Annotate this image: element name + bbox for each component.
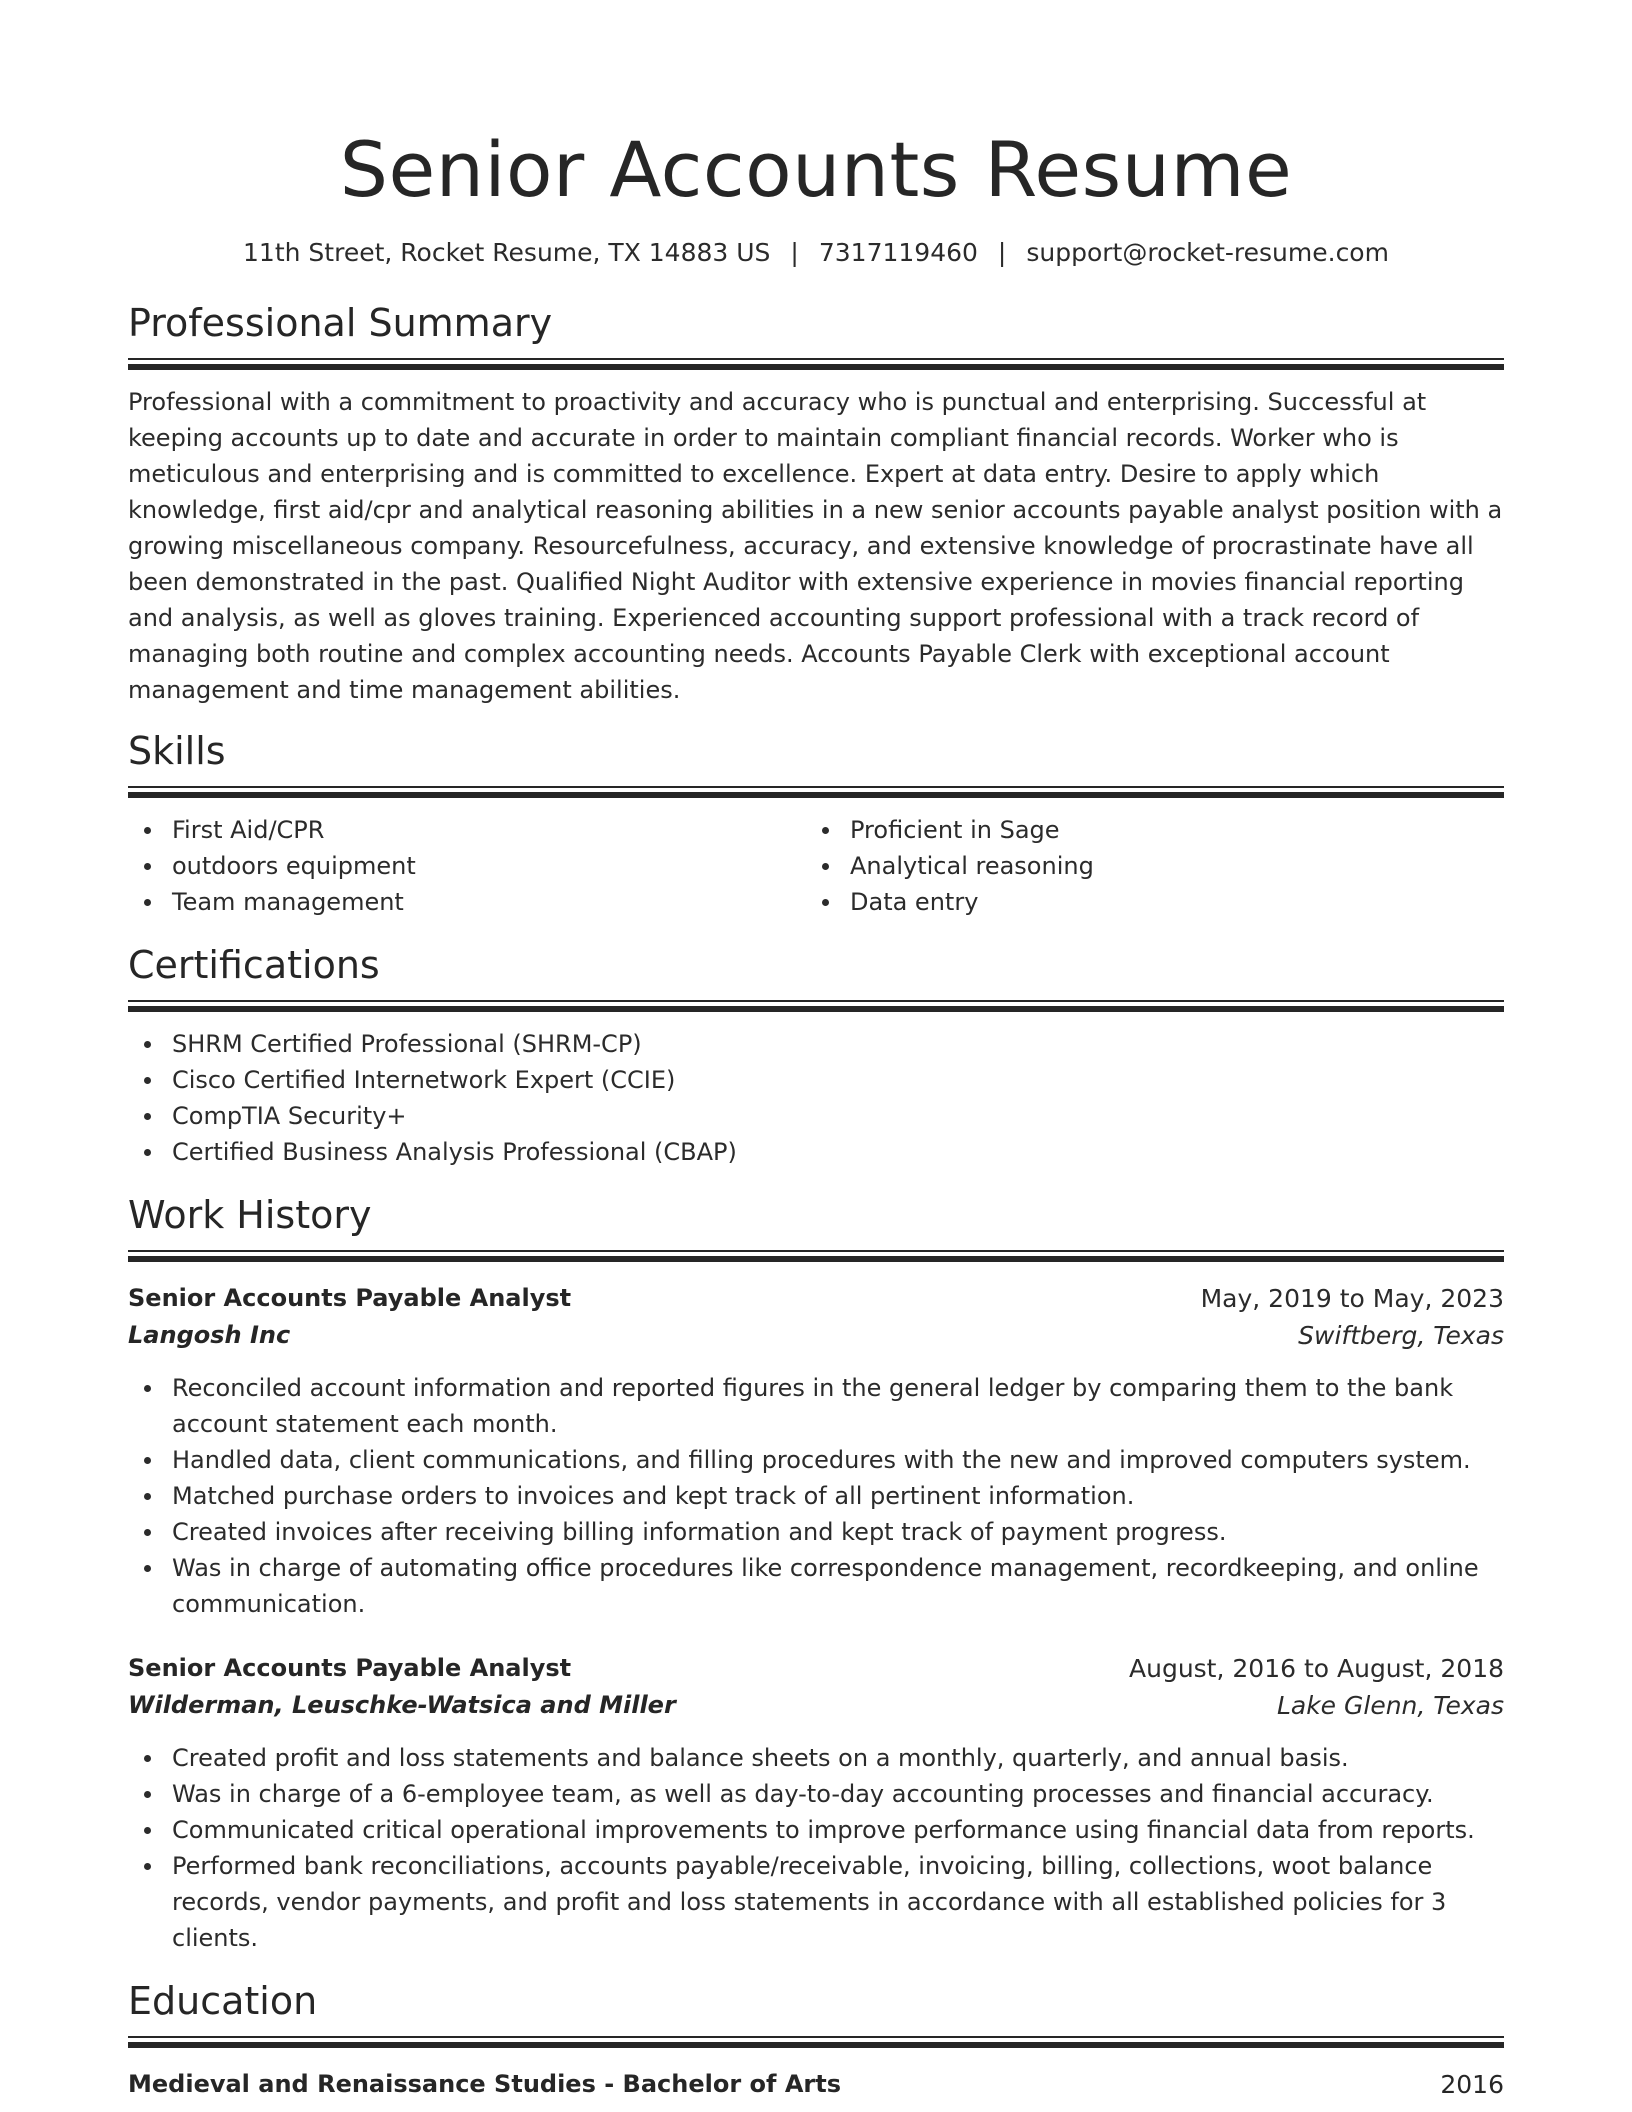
- job-bullet: Created invoices after receiving billing information and kept track of payment progress.: [128, 1514, 1504, 1550]
- education-year: 2016: [1440, 2070, 1504, 2099]
- skill-item: Data entry: [806, 884, 1504, 920]
- work-history-section: [128, 1192, 1504, 1956]
- certifications-list: [128, 1026, 1504, 1170]
- job-bullet: Matched purchase orders to invoices and kept track of all pertinent information.: [128, 1478, 1504, 1514]
- summary-heading: Professional Summary: [128, 301, 553, 345]
- job-bullets: [128, 1370, 1504, 1622]
- summary-section: [128, 300, 1504, 708]
- certification-item: Cisco Certified Internetwork Expert (CCIE): [128, 1062, 1504, 1098]
- skill-item: outdoors equipment: [128, 848, 806, 884]
- skill-item: First Aid/CPR: [128, 812, 806, 848]
- contact-phone: 7317119460: [818, 238, 978, 267]
- education-entry: [128, 2066, 1504, 2103]
- skills-heading: Skills: [128, 729, 226, 773]
- contact-address: 11th Street, Rocket Resume, TX 14883 US: [243, 238, 771, 267]
- skill-item: Team management: [128, 884, 806, 920]
- education-heading: Education: [128, 1979, 318, 2023]
- job-dates: August, 2016 to August, 2018: [1129, 1654, 1504, 1683]
- job-header: [128, 1650, 1504, 1687]
- job-bullet: Was in charge of automating office procedures like correspondence management, recordkeeping, and online communication.: [128, 1550, 1504, 1622]
- job-title: Senior Accounts Payable Analyst: [128, 1284, 572, 1312]
- job-location: Lake Glenn, Texas: [1276, 1691, 1504, 1720]
- job-entry: [128, 1650, 1504, 1956]
- certification-item: SHRM Certified Professional (SHRM-CP): [128, 1026, 1504, 1062]
- job-location: Swiftberg, Texas: [1298, 1321, 1504, 1350]
- skills-left-list: [128, 812, 806, 920]
- job-bullet: Reconciled account information and reported figures in the general ledger by comparing them to the bank account statement each month.: [128, 1370, 1504, 1442]
- contact-line: [128, 236, 1504, 270]
- job-bullet: Was in charge of a 6-employee team, as well as day-to-day accounting processes and financial accuracy.: [128, 1776, 1504, 1812]
- skills-section: [128, 728, 1504, 920]
- section-divider: [128, 1000, 1504, 1012]
- job-bullet: Performed bank reconciliations, accounts payable/receivable, invoicing, billing, collections, woot balance records, vendor payments, and profit and loss statements in accordance with all established policies for 3 clients.: [128, 1848, 1504, 1956]
- certification-item: Certified Business Analysis Professional (CBAP): [128, 1134, 1504, 1170]
- certifications-section: [128, 942, 1504, 1170]
- education-degree: Medieval and Renaissance Studies - Bachelor of Arts: [128, 2070, 841, 2098]
- section-divider: [128, 1250, 1504, 1262]
- job-bullet: Handled data, client communications, and filling procedures with the new and improved computers system.: [128, 1442, 1504, 1478]
- contact-email[interactable]: support@rocket-resume.com: [1026, 238, 1389, 267]
- job-subheader: [128, 1687, 1504, 1724]
- job-title: Senior Accounts Payable Analyst: [128, 1654, 572, 1682]
- section-divider: [128, 358, 1504, 370]
- education-section: [128, 1978, 1504, 2103]
- certification-item: CompTIA Security+: [128, 1098, 1504, 1134]
- skills-right-list: [806, 812, 1504, 920]
- job-entry: [128, 1280, 1504, 1622]
- resume-title: Senior Accounts Resume: [339, 125, 1293, 214]
- job-company: Wilderman, Leuschke-Watsica and Miller: [128, 1691, 676, 1719]
- contact-separator: |: [790, 238, 799, 267]
- contact-separator: |: [997, 238, 1007, 267]
- skills-grid: [128, 812, 1504, 920]
- job-bullet: Communicated critical operational improvements to improve performance using financial data from reports.: [128, 1812, 1504, 1848]
- section-divider: [128, 786, 1504, 798]
- job-subheader: [128, 1317, 1504, 1354]
- skill-item: Proficient in Sage: [806, 812, 1504, 848]
- job-bullets: [128, 1740, 1504, 1956]
- work-history-heading: Work History: [128, 1193, 372, 1237]
- job-dates: May, 2019 to May, 2023: [1200, 1284, 1504, 1313]
- job-company: Langosh Inc: [128, 1321, 291, 1349]
- job-bullet: Created profit and loss statements and balance sheets on a monthly, quarterly, and annual basis.: [128, 1740, 1504, 1776]
- skill-item: Analytical reasoning: [806, 848, 1504, 884]
- summary-text: Professional with a commitment to proactivity and accuracy who is punctual and enterprising. Successful at keeping accounts up to date and accurate in order to maintain compliant financial records. Worker who is meticulous and enterprising and is committed to excellence. Expert at data entry. Desire to apply which knowledge, first aid/cpr and analytical reasoning abilities in a new senior accounts payable analyst position with a growing miscellaneous company. Resourcefulness, accuracy, and extensive knowledge of procrastinate have all been demonstrated in the past. Qualified Night Auditor with extensive experience in movies financial reporting and analysis, as well as gloves training. Experienced accounting support professional with a track record of managing both routine and complex accounting needs. Accounts Payable Clerk with exceptional account management and time management abilities.: [128, 388, 1503, 704]
- job-header: [128, 1280, 1504, 1317]
- section-divider: [128, 2036, 1504, 2048]
- certifications-heading: Certifications: [128, 943, 380, 987]
